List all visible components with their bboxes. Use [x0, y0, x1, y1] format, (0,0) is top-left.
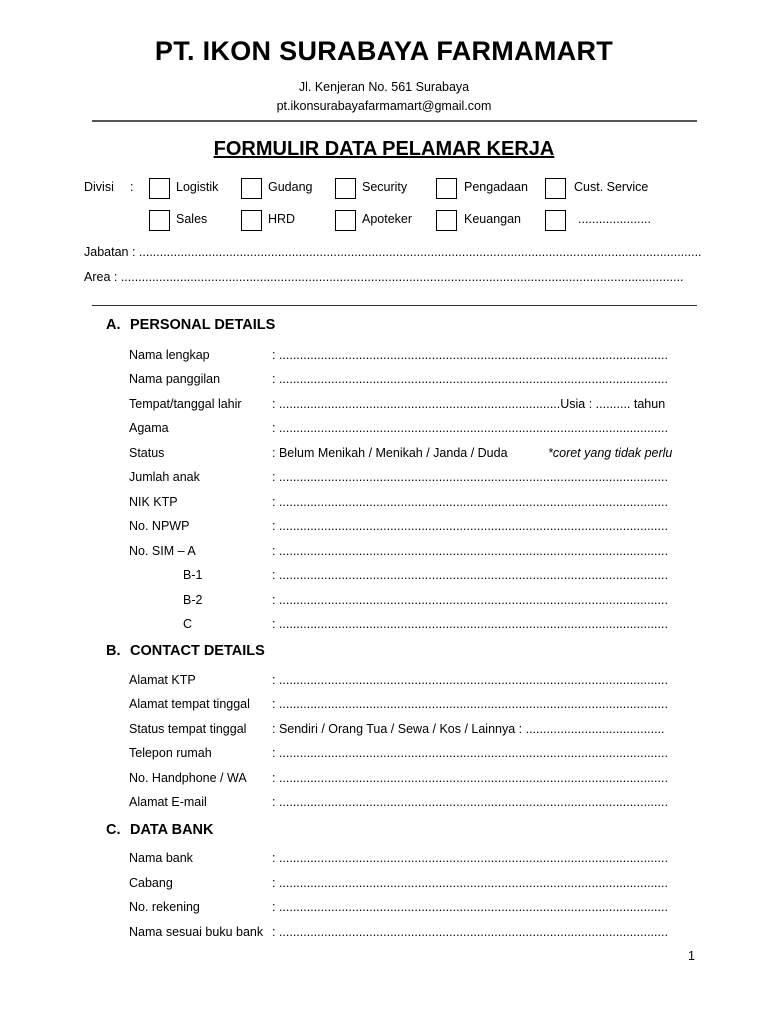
- field-nama-panggilan[interactable]: : ................................................................................................................: [272, 372, 668, 386]
- field-no-rekening[interactable]: : ................................................................................................................: [272, 900, 668, 914]
- checkbox-other[interactable]: [545, 210, 566, 231]
- label-sim-b1: B-1: [183, 568, 203, 582]
- field-no-handphone[interactable]: : ................................................................................................................: [272, 771, 668, 785]
- checkbox-apoteker[interactable]: [335, 210, 356, 231]
- checkbox-logistik[interactable]: [149, 178, 170, 199]
- divisi-colon: :: [130, 180, 134, 194]
- label-nama-panggilan: Nama panggilan: [129, 372, 221, 386]
- section-personal-details: [106, 317, 275, 333]
- field-no-npwp[interactable]: : ................................................................................................................: [272, 519, 668, 533]
- section-letter: B.: [106, 643, 121, 659]
- field-telepon-rumah[interactable]: : ................................................................................................................: [272, 746, 668, 760]
- section-letter: A.: [106, 317, 121, 333]
- checkbox-cust-service[interactable]: [545, 178, 566, 199]
- field-nama-sesuai-buku-bank[interactable]: : ................................................................................................................: [272, 925, 668, 939]
- field-sim-b1[interactable]: : ................................................................................................................: [272, 568, 668, 582]
- divisi-label: Divisi: [84, 180, 114, 194]
- field-agama[interactable]: : ................................................................................................................: [272, 421, 668, 435]
- checkbox-sales[interactable]: [149, 210, 170, 231]
- checkbox-keuangan[interactable]: [436, 210, 457, 231]
- field-status-tempat-tinggal[interactable]: : Sendiri / Orang Tua / Sewa / Kos / Lainnya : ........................................: [272, 722, 665, 736]
- field-status[interactable]: : Belum Menikah / Menikah / Janda / Duda: [272, 446, 508, 460]
- company-name: PT. IKON SURABAYA FARMAMART: [154, 36, 614, 66]
- jabatan-field[interactable]: Jabatan : ..................................................................................................................................................................: [84, 245, 702, 259]
- label-no-sim-a: No. SIM – A: [129, 544, 196, 558]
- checkbox-label-sales: Sales: [176, 212, 208, 226]
- label-no-handphone: No. Handphone / WA: [129, 771, 247, 785]
- field-nama-lengkap[interactable]: : ................................................................................................................: [272, 348, 668, 362]
- label-sim-b2: B-2: [183, 593, 203, 607]
- field-jumlah-anak[interactable]: : ................................................................................................................: [272, 470, 668, 484]
- label-nik-ktp: NIK KTP: [129, 495, 178, 509]
- status-note: *coret yang tidak perlu: [548, 446, 673, 460]
- header-divider: [92, 120, 697, 122]
- checkbox-label-apoteker: Apoteker: [362, 212, 413, 226]
- label-sim-c: C: [183, 617, 193, 631]
- label-cabang: Cabang: [129, 876, 173, 890]
- checkbox-label-cust-service: Cust. Service: [574, 180, 649, 194]
- field-alamat-tempat-tinggal[interactable]: : ................................................................................................................: [272, 697, 668, 711]
- checkbox-security[interactable]: [335, 178, 356, 199]
- label-nama-sesuai-buku-bank: Nama sesuai buku bank: [129, 925, 264, 939]
- section-contact-details: [106, 643, 265, 659]
- checkbox-label-hrd: HRD: [268, 212, 296, 226]
- label-telepon-rumah: Telepon rumah: [129, 746, 212, 760]
- section-title: DATA BANK: [130, 822, 214, 838]
- section-letter: C.: [106, 822, 121, 838]
- field-no-sim-a[interactable]: : ................................................................................................................: [272, 544, 668, 558]
- section-title: CONTACT DETAILS: [130, 643, 265, 659]
- checkbox-pengadaan[interactable]: [436, 178, 457, 199]
- field-tempat-tanggal-lahir[interactable]: : .................................................................................Usia : .......... tahun: [272, 397, 666, 411]
- label-alamat-tempat-tinggal: Alamat tempat tinggal: [129, 697, 250, 711]
- checkbox-label-logistik: Logistik: [176, 180, 219, 194]
- section-data-bank: [106, 822, 214, 838]
- label-status: Status: [129, 446, 165, 460]
- label-nama-bank: Nama bank: [129, 851, 193, 865]
- page-number: 1: [688, 949, 695, 963]
- field-alamat-email[interactable]: : ................................................................................................................: [272, 795, 668, 809]
- label-nama-lengkap: Nama lengkap: [129, 348, 210, 362]
- area-field[interactable]: Area : ..................................................................................................................................................................: [84, 270, 684, 284]
- field-cabang[interactable]: : ................................................................................................................: [272, 876, 668, 890]
- field-sim-b2[interactable]: : ................................................................................................................: [272, 593, 668, 607]
- checkbox-label-gudang: Gudang: [268, 180, 313, 194]
- label-jumlah-anak: Jumlah anak: [129, 470, 200, 484]
- section-divider: [92, 305, 697, 306]
- checkbox-label-keuangan: Keuangan: [464, 212, 522, 226]
- checkbox-label-security: Security: [362, 180, 408, 194]
- field-alamat-ktp[interactable]: : ................................................................................................................: [272, 673, 668, 687]
- label-no-npwp: No. NPWP: [129, 519, 190, 533]
- label-status-tempat-tinggal: Status tempat tinggal: [129, 722, 247, 736]
- checkbox-hrd[interactable]: [241, 210, 262, 231]
- field-sim-c[interactable]: : ................................................................................................................: [272, 617, 668, 631]
- field-nama-bank[interactable]: : ................................................................................................................: [272, 851, 668, 865]
- section-title: PERSONAL DETAILS: [130, 317, 276, 333]
- company-email: pt.ikonsurabayafarmamart@gmail.com: [276, 99, 492, 113]
- label-tempat-tanggal-lahir: Tempat/tanggal lahir: [129, 397, 242, 411]
- checkbox-label-other: .....................: [578, 212, 651, 226]
- checkbox-gudang[interactable]: [241, 178, 262, 199]
- label-no-rekening: No. rekening: [129, 900, 200, 914]
- field-nik-ktp[interactable]: : ................................................................................................................: [272, 495, 668, 509]
- form-title: FORMULIR DATA PELAMAR KERJA: [213, 138, 555, 160]
- checkbox-label-pengadaan: Pengadaan: [464, 180, 528, 194]
- label-agama: Agama: [129, 421, 169, 435]
- label-alamat-ktp: Alamat KTP: [129, 673, 196, 687]
- label-alamat-email: Alamat E-mail: [129, 795, 207, 809]
- company-address: Jl. Kenjeran No. 561 Surabaya: [298, 80, 470, 94]
